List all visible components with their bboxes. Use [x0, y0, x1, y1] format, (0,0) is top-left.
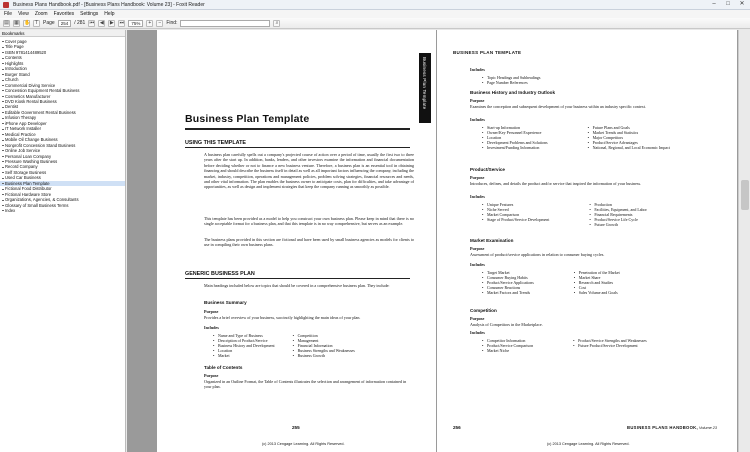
- list-item: • Product/Service Comparison: [482, 343, 533, 348]
- first-page-icon[interactable]: ⏮: [89, 19, 95, 26]
- page-number: 256: [453, 425, 461, 430]
- history-purpose: Examines the conception and subsequent development of your business within an industry specific context.: [470, 104, 646, 109]
- list-item: • Topic Headings and Subheadings: [482, 75, 540, 80]
- product-heading: Product/Service: [470, 167, 505, 172]
- menu-view[interactable]: View: [18, 11, 29, 17]
- list-item: • Competitor Information: [482, 338, 533, 343]
- business-summary-heading: Business Summary: [204, 300, 247, 305]
- bookmark-item[interactable]: Fictional Food Distributor: [0, 186, 125, 191]
- list-item: • Production: [589, 202, 647, 207]
- includes-label: Includes: [470, 330, 485, 335]
- list-item: • Future Growth: [589, 222, 647, 227]
- list-item: • Management: [293, 338, 355, 343]
- bookmark-item[interactable]: Church: [0, 77, 125, 82]
- zoom-in-icon[interactable]: +: [146, 20, 153, 27]
- menu-favorites[interactable]: Favorites: [53, 11, 75, 17]
- list-item: • Product/Service Applications: [482, 280, 534, 285]
- bookmark-item[interactable]: Fictional Hardware Store: [0, 192, 125, 197]
- footer-volume: Volume 23: [699, 426, 718, 430]
- bookmark-item[interactable]: iPhone App Developer: [0, 121, 125, 126]
- market-col-1: [482, 270, 534, 295]
- menu-file[interactable]: File: [4, 11, 13, 17]
- includes-label: Includes: [470, 117, 485, 122]
- list-item: • Owner/Key Personnel Experience: [482, 130, 548, 135]
- bookmark-item[interactable]: Record Company: [0, 164, 125, 169]
- toc-heading: Table of Contents: [204, 365, 243, 370]
- bookmark-item[interactable]: Index: [0, 208, 125, 213]
- bookmark-item[interactable]: Editable Government Rental Business: [0, 110, 125, 115]
- menu-help[interactable]: Help: [104, 11, 115, 17]
- generic-paragraph: Main headings included below are topics that should be covered in a comprehensive business plan. They include:: [204, 283, 390, 288]
- pdf-page-right: [437, 30, 737, 452]
- product-purpose: Introduces, defines, and details the product and/or service that inspired the information of your business.: [470, 181, 642, 186]
- list-item: • Major Competitors: [588, 135, 670, 140]
- list-item: • Page Number References: [482, 80, 540, 85]
- list-item: • National, Regional, and Local Economic Impact: [588, 145, 670, 150]
- using-paragraph-1: A business plan carefully spells out a company's projected course of action over a period of time, usually the first two to three years after the start up. In addition, banks, lenders, and other investors examine the information and financial documentation before deciding whether or not to finance a new business venture. Therefore, a business plan is an essential tool in obtaining financing and should describe the business itself in detail as well as all important factors influencing the company, including the market, industry, competition, operations and management policies, problem solving strategies, financial resources and needs, and other vital information. The plan enables the business owner to anticipate costs, plan for difficulties, and take advantage of opportunities, as well as design and implement strategies that keep the company running as smoothly as possible.: [204, 152, 414, 190]
- list-item: • Future Product/Service Development: [573, 343, 647, 348]
- bookmark-item[interactable]: Introduction: [0, 66, 125, 71]
- maximize-button[interactable]: □: [726, 1, 730, 7]
- list-item: • Cost: [574, 285, 620, 290]
- bookmark-item[interactable]: Online Job Service: [0, 148, 125, 153]
- bookmark-item[interactable]: DVD Kiosk Rental Business: [0, 99, 125, 104]
- competition-heading: Competition: [470, 308, 497, 313]
- list-item: • Target Market: [482, 270, 534, 275]
- app-icon: [3, 2, 9, 8]
- page-title: Business Plan Template: [185, 113, 310, 125]
- bookmark-item[interactable]: Organizations, Agencies, & Consultants: [0, 197, 125, 202]
- footer-title: BUSINESS PLANS HANDBOOK,: [627, 425, 698, 430]
- section-rule: [185, 147, 410, 148]
- bookmark-item[interactable]: Dentist: [0, 104, 125, 109]
- bookmarks-list: [0, 37, 125, 214]
- bookmark-item[interactable]: Medical Practice: [0, 132, 125, 137]
- list-item: • Start-up Information: [482, 125, 548, 130]
- list-item: • Product/Service Strengths and Weaknesses: [573, 338, 647, 343]
- list-item: • Future Plans and Goals: [588, 125, 670, 130]
- title-bar: [0, 0, 750, 10]
- market-heading: Market Examination: [470, 238, 514, 243]
- market-purpose: Assessment of product/service applications in relation to consumer buying cycles.: [470, 252, 605, 257]
- generic-plan-heading: GENERIC BUSINESS PLAN: [185, 271, 255, 277]
- list-item: • Market Niche: [482, 348, 533, 353]
- using-paragraph-2: This template has been provided as a model to help you construct your own business plan. Please keep in mind that there is no single acceptable format for a business plan, and that this template is in no way comprehensive, but serves as an example.: [204, 216, 414, 227]
- history-col-1: [482, 125, 548, 150]
- purpose-label: Purpose: [470, 316, 485, 321]
- bookmark-item[interactable]: Pressure Washing Business: [0, 159, 125, 164]
- toc-includes-list: [482, 75, 540, 85]
- bookmark-item[interactable]: Contents: [0, 55, 125, 60]
- menu-zoom[interactable]: Zoom: [34, 11, 48, 17]
- search-icon[interactable]: ⌕: [273, 20, 280, 27]
- next-page-icon[interactable]: ▶: [109, 19, 114, 26]
- list-item: • Location: [213, 348, 275, 353]
- purpose-label: Purpose: [470, 175, 485, 180]
- competition-col-1: [482, 338, 533, 353]
- summary-col-2: [293, 333, 355, 358]
- print-icon[interactable]: ▦: [14, 19, 19, 26]
- find-input[interactable]: [180, 20, 270, 27]
- list-item: • Name and Type of Business: [213, 333, 275, 338]
- history-col-2: [588, 125, 670, 150]
- bookmark-item[interactable]: Nonprofit Concession Stand Business: [0, 143, 125, 148]
- history-includes: [482, 125, 670, 150]
- list-item: • Market Factors and Trends: [482, 290, 534, 295]
- copyright: (c) 2013 Cengage Learning. All Rights Reserved.: [262, 442, 345, 446]
- list-item: • Description of Product/Service: [213, 338, 275, 343]
- page-total: / 281: [74, 20, 86, 26]
- zoom-select[interactable]: 75%: [128, 20, 143, 27]
- window-title: Business Plans Handbook.pdf - [Business Plans Handbook: Volume 23] - Foxit Reader: [13, 2, 205, 8]
- includes-label: Includes: [204, 325, 219, 330]
- list-item: • Business Strengths and Weaknesses: [293, 348, 355, 353]
- summary-purpose: Provides a brief overview of your business, succinctly highlighting the main ideas of your plan.: [204, 315, 361, 320]
- bookmark-item[interactable]: Burger Stand: [0, 72, 125, 77]
- list-item: • Niche Served: [482, 207, 549, 212]
- list-item: • Consumer Buying Habits: [482, 275, 534, 280]
- purpose-label: Purpose: [204, 373, 219, 378]
- list-item: • Facilities, Equipment, and Labor: [589, 207, 647, 212]
- list-item: • Stage of Product/Service Development: [482, 217, 549, 222]
- bookmark-item[interactable]: Title Page: [0, 44, 125, 49]
- bookmark-item[interactable]: Mobile Oil Change Business: [0, 137, 125, 142]
- purpose-label: Purpose: [470, 98, 485, 103]
- list-item: • Product/Service Life Cycle: [589, 217, 647, 222]
- zoom-out-icon[interactable]: −: [156, 20, 163, 27]
- list-item: • Location: [482, 135, 548, 140]
- list-item: • Product/Service Advantages: [588, 140, 670, 145]
- competition-col-2: [573, 338, 647, 353]
- product-includes: [482, 202, 647, 227]
- includes-label: Includes: [470, 262, 485, 267]
- list-item: • Business History and Development: [213, 343, 275, 348]
- list-item: • Development Problems and Solutions: [482, 140, 548, 145]
- list-item: • Research and Studies: [574, 280, 620, 285]
- includes-label: Includes: [470, 194, 485, 199]
- select-text-icon[interactable]: T: [34, 19, 39, 26]
- running-head: BUSINESS PLAN TEMPLATE: [453, 50, 522, 55]
- using-paragraph-3: The business plans provided in this section are fictional and have been used by small business agencies as models for clients to use in compiling their own business plans.: [204, 237, 414, 248]
- bookmark-item[interactable]: Cosmetics Manufacturer: [0, 94, 125, 99]
- list-item: • Financial Requirements: [589, 212, 647, 217]
- page-label: Page: [43, 20, 55, 26]
- bookmark-item[interactable]: Infusion Therapy: [0, 115, 125, 120]
- close-button[interactable]: ✕: [739, 1, 745, 7]
- title-rule: [185, 128, 410, 130]
- summary-includes: [213, 333, 355, 358]
- page-number-input[interactable]: 254: [58, 20, 72, 27]
- list-item: • Business Growth: [293, 353, 355, 358]
- bookmark-item[interactable]: Commercial Diving Service: [0, 83, 125, 88]
- bookmark-item[interactable]: ISBN 9781414489520: [0, 50, 125, 55]
- menu-bar: [0, 10, 750, 18]
- list-item: • Penetration of the Market: [574, 270, 620, 275]
- list-item: • Unique Features: [482, 202, 549, 207]
- toolbar: [0, 18, 750, 29]
- list-item: • Market Comparison: [482, 212, 549, 217]
- prev-page-icon[interactable]: ◀: [99, 19, 104, 26]
- chapter-tab-text: Business Plan Template: [422, 57, 427, 110]
- bookmark-item[interactable]: Concession Equipment Rental Business: [0, 88, 125, 93]
- toc-includes: [482, 75, 540, 85]
- bookmarks-panel: [0, 30, 126, 452]
- market-includes: [482, 270, 620, 295]
- bookmark-item[interactable]: Highlights: [0, 61, 125, 66]
- list-item: • Market Share: [574, 275, 620, 280]
- list-item: • Consumer Reactions: [482, 285, 534, 290]
- purpose-label: Purpose: [470, 246, 485, 251]
- pdf-page-left: [157, 30, 436, 452]
- scrollbar-thumb[interactable]: [741, 180, 749, 210]
- bookmark-item[interactable]: Cover page: [0, 39, 125, 44]
- summary-col-1: [213, 333, 275, 358]
- list-item: • Financial Information: [293, 343, 355, 348]
- includes-label: Includes: [470, 67, 485, 72]
- competition-includes: [482, 338, 647, 353]
- list-item: • Competition: [293, 333, 355, 338]
- competition-purpose: Analysis of Competitors in the Marketplace.: [470, 322, 543, 327]
- bookmarks-header: Bookmarks: [0, 30, 125, 37]
- list-item: • Market: [213, 353, 275, 358]
- bookmark-item[interactable]: Business Plan Template: [0, 181, 125, 186]
- list-item: • Sales Volume and Goals: [574, 290, 620, 295]
- document-viewer: [127, 30, 750, 452]
- minimize-button[interactable]: –: [712, 1, 716, 7]
- list-item: • Investment/Funding Information: [482, 145, 548, 150]
- copyright: (c) 2013 Cengage Learning. All Rights Reserved.: [547, 442, 630, 446]
- bookmark-item[interactable]: Self Storage Business: [0, 170, 125, 175]
- bookmark-item[interactable]: Personal Loan Company: [0, 154, 125, 159]
- toc-purpose: Organized in an Outline Format, the Table of Contents illustrates the selection and arrangement of information contained in your plan.: [204, 379, 407, 389]
- find-label: Find:: [166, 20, 178, 26]
- section-rule: [185, 278, 410, 279]
- product-col-1: [482, 202, 549, 227]
- open-icon[interactable]: ▤: [4, 19, 9, 26]
- vertical-scrollbar[interactable]: [738, 30, 750, 452]
- bookmark-item[interactable]: Used Car Business: [0, 175, 125, 180]
- page-number: 255: [292, 425, 300, 430]
- using-template-heading: USING THIS TEMPLATE: [185, 140, 246, 146]
- hand-tool-icon[interactable]: ✋: [24, 19, 31, 26]
- last-page-icon[interactable]: ⏭: [119, 19, 125, 26]
- history-heading: Business History and Industry Outlook: [470, 90, 555, 95]
- bookmark-item[interactable]: IT Network Installer: [0, 126, 125, 131]
- purpose-label: Purpose: [204, 309, 219, 314]
- menu-settings[interactable]: Settings: [80, 11, 99, 17]
- list-item: • Market Trends and Statistics: [588, 130, 670, 135]
- market-col-2: [574, 270, 620, 295]
- bookmark-item[interactable]: Glossary of Small Business Terms: [0, 203, 125, 208]
- product-col-2: [589, 202, 647, 227]
